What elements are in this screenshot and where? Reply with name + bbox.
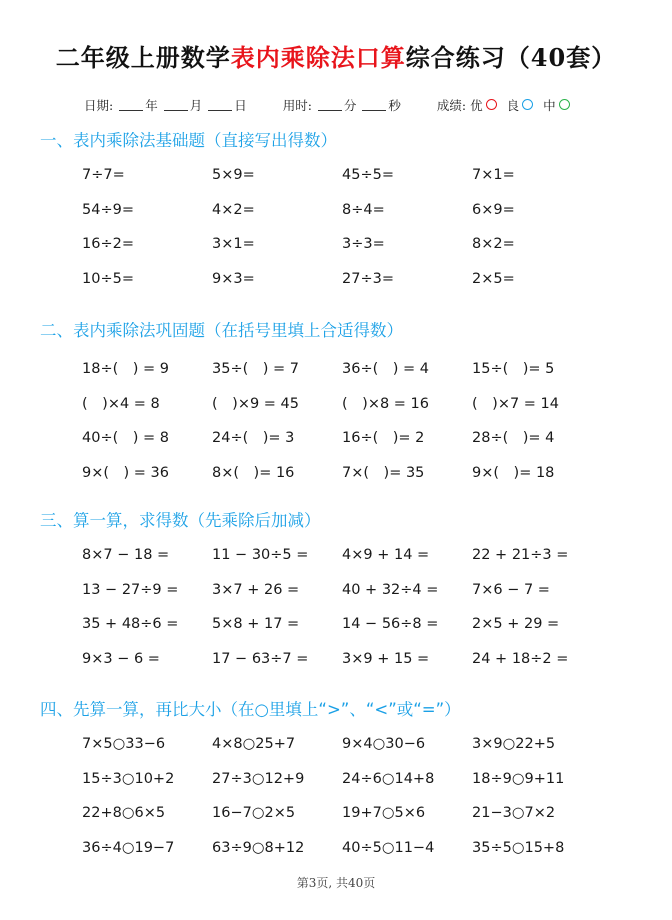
problem: 13 − 27÷9 = [82,581,179,598]
problem: 24 + 18÷2 = [472,650,569,667]
problem: 7×5○33−6 [82,736,166,752]
minute-blank [318,98,342,111]
second-label: 秒 [388,98,401,113]
problem: 17 − 63÷7 = [212,650,309,667]
score-label: 成绩: [436,98,467,113]
problem: 36÷4○19−7 [82,839,175,856]
problem: 8×2= [472,236,515,252]
page-footer: 第3页, 共40页 [296,876,376,890]
problem: ( )×4 = 8 [82,395,160,412]
problem: 40 + 32÷4 = [342,581,439,598]
problem: 27÷3= [342,270,394,287]
problem: 3×9 + 15 = [342,650,430,667]
problem: ( )×9 = 45 [212,395,300,412]
problem: 28÷( )= 4 [472,430,555,446]
problem: 3×1= [212,236,255,252]
problem: 8÷4= [342,201,385,218]
problem: 9×( )= 18 [472,464,555,481]
problem: 2×5 + 29 = [472,616,560,632]
problem: 24÷( )= 3 [212,430,295,446]
problem: 19+7○5×6 [342,805,426,821]
problem: 54÷9= [82,201,134,218]
year-blank [119,98,143,111]
problem: ( )×7 = 14 [472,395,560,412]
problem: 16÷( )= 2 [342,430,425,446]
problem: 14 − 56÷8 = [342,616,439,632]
minute-label: 分 [343,98,357,113]
problem: 22 + 21÷3 = [472,547,569,563]
problem: 9×3 − 6 = [82,650,160,667]
problem: 9×3= [212,270,255,287]
title-suffix: 综合练习（40套） [405,43,617,72]
problem: 3÷3= [342,236,385,252]
problem: 22+8○6×5 [82,805,166,821]
problem: 2×5= [472,270,515,287]
grade-good-label: 良 [506,98,520,113]
problem: 7×6 − 7 = [472,581,550,598]
section-title: 一、表内乘除法基础题（直接写出得数） [40,131,337,150]
problem: 35 + 48÷6 = [82,616,179,632]
problem: 9×4○30−6 [342,736,426,752]
problem: 36÷( ) = 4 [342,361,430,377]
problem: 4×8○25+7 [212,736,296,752]
problem: 15÷( )= 5 [472,361,555,377]
problem: 5×9= [212,167,255,183]
problem: 40÷5○11−4 [342,839,435,856]
year-label: 年 [145,98,158,113]
problem: 35÷( ) = 7 [212,361,300,377]
problem: 40÷( ) = 8 [82,430,170,446]
problem: 6×9= [472,201,515,218]
section-title: 二、表内乘除法巩固题（在括号里填上合适得数） [40,321,403,340]
month-blank [164,98,188,111]
grade-fair-label: 中 [543,98,556,113]
grade-excellent-circle-icon [486,99,497,110]
title-highlight: 表内乘除法口算 [230,43,406,72]
problem: 10÷5= [82,270,134,287]
worksheet-meta [84,96,576,114]
problem: ( )×8 = 16 [342,395,430,412]
section-title: 四、先算一算，再比大小（在○里填上“>”、“<”或“=”） [40,700,461,719]
problem: 7×( )= 35 [342,464,425,481]
second-blank [362,98,386,111]
problem: 5×8 + 17 = [212,616,300,632]
problem: 3×9○22+5 [472,736,556,752]
day-blank [208,98,232,111]
grade-fair-circle-icon [559,99,570,110]
problem: 24÷6○14+8 [342,770,435,787]
time-label: 用时: [282,98,312,113]
problem: 7÷7= [82,167,125,183]
problem: 9×( ) = 36 [82,464,170,481]
month-label: 月 [189,98,203,113]
problem: 15÷3○10+2 [82,770,175,787]
problem: 18÷9○9+11 [472,770,565,787]
grade-good-circle-icon [522,99,533,110]
problem: 16−7○2×5 [212,805,296,821]
problem: 18÷( ) = 9 [82,361,170,377]
problem: 35÷5○15+8 [472,839,565,856]
problem: 63÷9○8+12 [212,839,305,856]
section-title: 三、算一算，求得数（先乘除后加减） [40,511,321,530]
title-prefix: 二年级上册数学 [55,43,231,72]
problem: 4×2= [212,201,255,218]
grade-excellent-label: 优 [470,98,483,113]
problem: 16÷2= [82,236,134,252]
problem: 21−3○7×2 [472,805,556,821]
problem: 45÷5= [342,167,394,183]
problem: 4×9 + 14 = [342,547,430,563]
worksheet-title [0,38,672,73]
problem: 8×7 − 18 = [82,547,170,563]
day-label: 日 [234,98,247,113]
problem: 8×( )= 16 [212,464,295,481]
problem: 27÷3○12+9 [212,770,305,787]
problem: 3×7 + 26 = [212,581,300,598]
problem: 11 − 30÷5 = [212,547,309,563]
problem: 7×1= [472,167,515,183]
date-label: 日期: [84,98,114,113]
